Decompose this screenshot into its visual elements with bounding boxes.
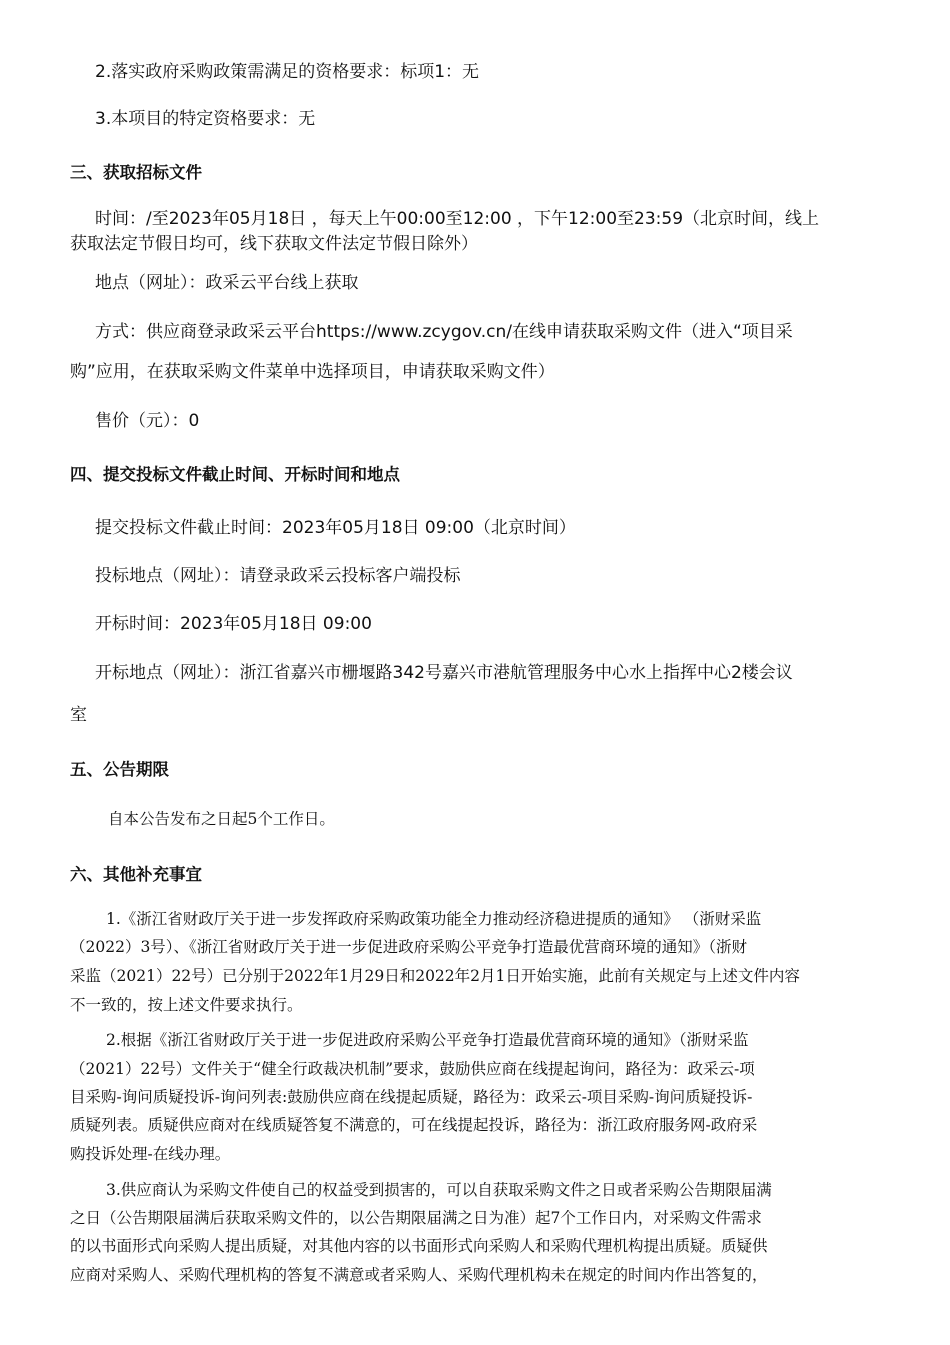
item1-line4: 不一致的，按上述文件要求执行。 [70,996,303,1014]
section-3-title: 三、获取招标文件 [70,163,202,182]
get-doc-place: 地点（网址）：政采云平台线上获取 [95,273,359,293]
get-doc-method-line2: 购”应用，在获取采购文件菜单中选择项目，申请获取采购文件） [70,362,555,382]
get-doc-time-line2: 获取法定节假日均可，线下获取文件法定节假日除外） [70,234,478,254]
item3-line4: 应商对采购人、采购代理机构的答复不满意或者采购人、采购代理机构未在规定的时间内作出答复的， [70,1266,768,1284]
section-5-title: 五、公告期限 [70,760,169,779]
item3-line2: 之日（公告期限届满后获取采购文件的，以公告期限届满之日为准）起7个工作日内，对采购文件需求 [70,1209,762,1227]
item3-line1: 3.供应商认为采购文件使自己的权益受到损害的，可以自获取采购文件之日或者采购公告期限届满 [106,1181,772,1199]
open-time: 开标时间：2023年05月18日 09:00 [95,614,372,634]
open-place-line2: 室 [70,705,87,725]
item2-line4: 质疑列表。质疑供应商对在线质疑答复不满意的，可在线提起投诉，路径为：浙江政府服务网-政府采 [70,1116,758,1134]
item2-line5: 购投诉处理-在线办理。 [70,1145,231,1163]
section-6-title: 六、其他补充事宜 [70,865,202,884]
item2-line3: 目采购-询问质疑投诉-询问列表:鼓励供应商在线提起质疑，路径为：政采云-项目采购-询问质疑投诉- [70,1088,753,1106]
item1-line3: 采监（2021）22号）已分别于2022年1月29日和2022年2月1日开始实施，此前有关规定与上述文件内容 [70,967,800,985]
item1-line1: 1.《浙江省财政厅关于进一步发挥政府采购政策功能全力推动经济稳进提质的通知》 （浙财采监 [106,910,762,928]
get-doc-method-line1: 方式：供应商登录政采云平台https://www.zcygov.cn/在线申请获取采购文件（进入“项目采 [95,322,793,342]
item1-line2: （2022）3号）、《浙江省财政厅关于进一步促进政府采购公平竞争打造最优营商环境的通知》（浙财 [70,938,748,956]
item2-line2: （2021）22号）文件关于“健全行政裁决机制”要求，鼓励供应商在线提起询问，路径为：政采云-项 [70,1060,755,1078]
open-place-line1: 开标地点（网址）：浙江省嘉兴市栅堰路342号嘉兴市港航管理服务中心水上指挥中心2楼会议 [95,663,793,683]
qualification-special-line: 3.本项目的特定资格要求：无 [95,109,316,129]
bid-place: 投标地点（网址）：请登录政采云投标客户端投标 [95,566,461,586]
item3-line3: 的以书面形式向采购人提出质疑，对其他内容的以书面形式向采购人和采购代理机构提出质疑。质疑供 [70,1237,768,1255]
bid-deadline: 提交投标文件截止时间：2023年05月18日 09:00（北京时间） [95,518,576,538]
item2-line1: 2.根据《浙江省财政厅关于进一步促进政府采购公平竞争打造最优营商环境的通知》（浙财采监 [106,1031,749,1049]
get-doc-time-line1: 时间：/至2023年05月18日 ，每天上午00:00至12:00 ，下午12:00至23:59（北京时间，线上 [95,209,820,229]
section-4-title: 四、提交投标文件截止时间、开标时间和地点 [70,465,400,484]
qualification-policy-line: 2.落实政府采购政策需满足的资格要求：标项1：无 [95,62,480,82]
notice-period-text: 自本公告发布之日起5个工作日。 [108,810,335,828]
get-doc-price: 售价（元）：0 [95,411,200,431]
